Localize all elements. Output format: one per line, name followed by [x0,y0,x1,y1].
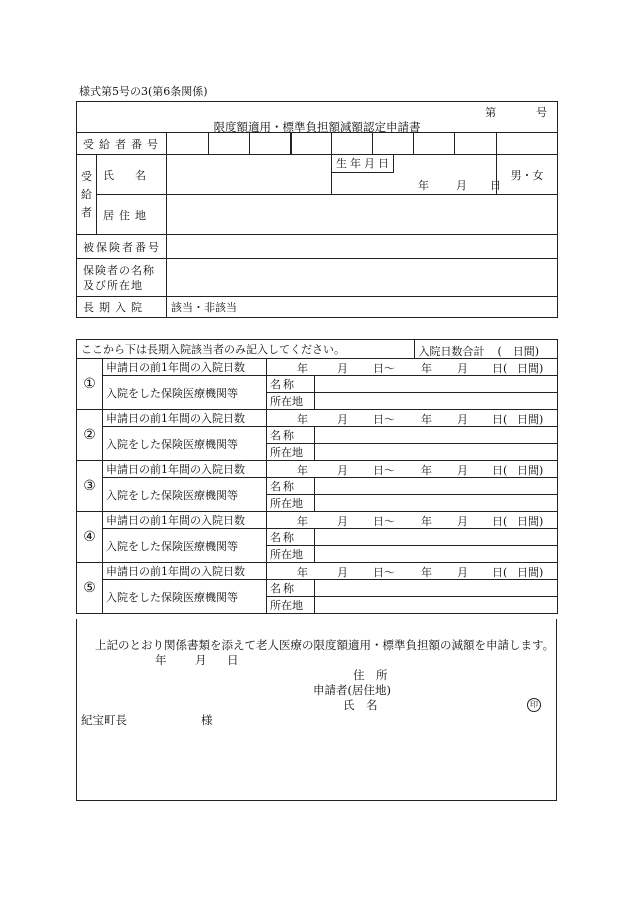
entry-institution-name-field[interactable] [315,427,558,444]
entry-date-unit: 月 [457,566,468,579]
recipient-number-digit-3[interactable] [250,133,291,155]
entry-date-unit: 月 [457,362,468,375]
entry-institution-label: 入院をした保険医療機関等 [103,478,267,512]
entry-institution-name-label: 名称 [267,580,315,597]
address-field[interactable] [167,195,558,235]
entry-date-unit: 日( [492,566,508,579]
birthdate-label: 生年月日 [332,155,394,173]
birthdate-field[interactable] [332,155,501,195]
entry-date-unit: 月 [337,566,348,579]
entry-institution-name-field[interactable] [315,529,558,546]
entry-period-field[interactable] [267,410,558,427]
recipient-group-label: 受給者 [77,155,97,235]
entry-date-unit: 日( [492,362,508,375]
applicant-address-label: 住 所 [353,668,388,682]
entry-period-field[interactable] [267,461,558,478]
long-term-hospitalization-table [76,339,558,614]
entry-period-label: 申請日の前1年間の入院日数 [103,512,267,529]
addressee: 紀宝町長 [81,713,127,727]
entry-date-unit: 日間) [517,413,544,426]
entry-date-unit: 年 [421,413,432,426]
entry-date-unit: 日( [492,464,508,477]
entry-date-unit: 月 [337,464,348,477]
entry-date-unit: 月 [457,413,468,426]
entry-period-label: 申請日の前1年間の入院日数 [103,410,267,427]
entry-date-unit: 年 [297,362,308,375]
entry-institution-location-field[interactable] [315,597,558,614]
entry-institution-name-label: 名称 [267,529,315,546]
insured-number-field[interactable] [167,235,558,259]
gender-options[interactable]: 男・女 [497,155,558,195]
entry-date-unit: 日〜 [373,566,395,579]
number-suffix: 号 [536,106,548,119]
recipient-number-digit-2[interactable] [209,133,250,155]
entry-date-unit: 日〜 [373,413,395,426]
entry-institution-location-label: 所在地 [267,393,315,410]
recipient-number-digit-1[interactable] [167,133,209,155]
entry-date-unit: 月 [337,362,348,375]
entry-period-label: 申請日の前1年間の入院日数 [103,461,267,478]
entry-date-unit: 日〜 [373,515,395,528]
entry-institution-location-field[interactable] [315,444,558,461]
entry-date-unit: 年 [297,464,308,477]
entry-date-unit: 日間) [517,362,544,375]
recipient-number-digit-7[interactable] [414,133,455,155]
declaration-date-month[interactable]: 月 [195,653,207,667]
entry-institution-label: 入院をした保険医療機関等 [103,529,267,563]
entry-institution-name-field[interactable] [315,376,558,393]
entry-period-label: 申請日の前1年間の入院日数 [103,359,267,376]
entry-number: ③ [77,461,103,512]
recipient-number-label: 受給者番号 [77,133,167,155]
entry-institution-location-label: 所在地 [267,444,315,461]
recipient-number-digit-4[interactable] [291,133,332,155]
entry-institution-location-field[interactable] [315,546,558,563]
entry-date-unit: 日間) [517,464,544,477]
entry-number: ① [77,359,103,410]
entry-date-unit: 日( [492,515,508,528]
section-note: ここから下は長期入院該当者のみ記入してください。 [77,340,315,359]
long-term-options[interactable]: 該当・非該当 [167,297,558,318]
entry-date-unit: 月 [457,464,468,477]
entry-date-unit: 月 [337,413,348,426]
declaration-statement: 上記のとおり関係書類を添えて老人医療の限度額適用・標準負担額の減額を申請します。 [95,638,555,652]
entry-number: ⑤ [77,563,103,614]
entry-period-label: 申請日の前1年間の入院日数 [103,563,267,580]
name-field[interactable] [167,155,332,195]
entry-date-unit: 日( [492,413,508,426]
total-days-unit: ( 日間) [497,345,540,358]
entry-institution-location-field[interactable] [315,495,558,512]
entry-date-unit: 日間) [517,566,544,579]
entry-date-unit: 日〜 [373,362,395,375]
addressee-honorific: 様 [201,713,213,727]
entry-period-field[interactable] [267,359,558,376]
birth-year-unit: 年 [418,179,429,192]
entry-date-unit: 年 [297,413,308,426]
insurer-label: 保険者の名称 及び所在地 [77,259,167,297]
entry-institution-name-label: 名称 [267,427,315,444]
entry-date-unit: 年 [297,566,308,579]
entry-date-unit: 日間) [517,515,544,528]
insurer-field[interactable] [167,259,558,297]
declaration-section [76,619,557,801]
birth-day-unit: 日 [490,179,501,192]
total-days-cell[interactable] [315,340,558,359]
declaration-date-day[interactable]: 日 [227,653,239,667]
entry-date-unit: 月 [457,515,468,528]
form-number-label: 様式第5号の3(第6条関係) [79,85,208,98]
entry-institution-label: 入院をした保険医療機関等 [103,580,267,614]
entry-number: ② [77,410,103,461]
insured-number-label: 被保険者番号 [77,235,167,259]
entry-date-unit: 日〜 [373,464,395,477]
entry-number: ④ [77,512,103,563]
entry-period-field[interactable] [267,563,558,580]
entry-institution-location-label: 所在地 [267,546,315,563]
entry-date-unit: 月 [337,515,348,528]
form-title: 限度額適用・標準負担額減額認定申請書 [213,120,421,134]
recipient-number-blank [497,133,558,155]
form-header [77,102,558,133]
birth-month-unit: 月 [456,179,467,192]
seal-mark: 印 [527,698,541,712]
declaration-date-year[interactable]: 年 [155,653,167,667]
recipient-number-digit-8[interactable] [455,133,497,155]
entry-institution-name-field[interactable] [315,478,558,495]
entry-date-unit: 年 [421,566,432,579]
applicant-label: 申請者(居住地) [313,683,391,697]
long-term-label: 長期入院 [77,297,167,318]
entry-institution-location-label: 所在地 [267,597,315,614]
entry-institution-name-field[interactable] [315,580,558,597]
address-label: 居住地 [97,195,167,235]
entry-date-unit: 年 [421,515,432,528]
total-days-label: 入院日数合計 [418,345,485,358]
entry-date-unit: 年 [421,464,432,477]
entry-institution-name-label: 名称 [267,376,315,393]
entry-institution-label: 入院をした保険医療機関等 [103,427,267,461]
name-label: 氏 名 [97,155,167,195]
recipient-number-digit-5[interactable] [332,133,373,155]
number-prefix: 第 [485,106,497,119]
entry-period-field[interactable] [267,512,558,529]
entry-date-unit: 年 [421,362,432,375]
recipient-number-digit-6[interactable] [373,133,414,155]
entry-institution-location-label: 所在地 [267,495,315,512]
entry-institution-name-label: 名称 [267,478,315,495]
applicant-name-label: 氏 名 [343,698,378,712]
entry-institution-label: 入院をした保険医療機関等 [103,376,267,410]
application-form-top [76,101,558,318]
entry-date-unit: 年 [297,515,308,528]
entry-institution-location-field[interactable] [315,393,558,410]
